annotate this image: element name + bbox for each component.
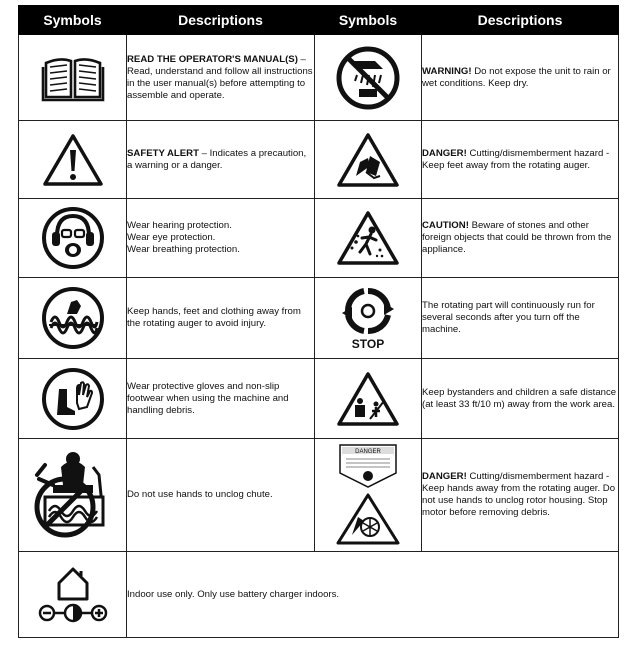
description-text: Keep hands, feet and clothing away from the rotating auger to avoid injury. — [127, 306, 301, 329]
description-text: – Indicates a precaution, a warning or a danger. — [127, 147, 307, 171]
stop-label: STOP — [351, 337, 385, 351]
description-cell — [422, 439, 619, 552]
table-row — [19, 359, 619, 439]
keep-bystanders-away-icon — [336, 371, 400, 427]
description-cell — [127, 278, 315, 359]
danger-label-icon — [332, 443, 404, 547]
rotating-auger-icon — [41, 286, 105, 350]
description-heading: READ THE OPERATOR'S MANUAL(S) — [127, 53, 298, 65]
description-cell — [127, 552, 619, 638]
symbols-table — [18, 5, 619, 638]
description-cell — [127, 35, 315, 121]
safety-alert-icon — [42, 133, 104, 187]
symbol-cell — [315, 121, 422, 199]
table-row — [19, 278, 619, 359]
description-line: Wear breathing protection. — [127, 244, 240, 255]
gloves-boots-icon — [41, 367, 105, 431]
description-text: Keep bystanders and children a safe distance (at least 33 ft/10 m) away from the work area. — [422, 386, 617, 410]
description-text: – Read, understand and follow all instructions in the user manual(s) before attempting to assemble and operate. — [127, 53, 313, 101]
header-symbols-2: Symbols — [315, 6, 422, 35]
description-text: Do not expose the unit to rain or wet conditions. Keep dry. — [422, 65, 611, 89]
danger-label-title: DANGER — [355, 449, 381, 455]
description-text: Cutting/dismemberment hazard - Keep feet away from the rotating auger. — [422, 147, 610, 171]
symbol-cell — [315, 199, 422, 278]
symbol-cell — [315, 35, 422, 121]
symbol-cell — [315, 359, 422, 439]
description-cell — [422, 359, 619, 439]
description-cell — [422, 35, 619, 121]
description-text: Do not use hands to unclog chute. — [127, 489, 273, 500]
stop-rotation-icon — [338, 285, 398, 351]
description-cell — [422, 199, 619, 278]
no-hands-in-chute-icon — [23, 445, 123, 545]
table-row — [19, 552, 619, 638]
symbol-cell — [19, 439, 127, 552]
table-row — [19, 35, 619, 121]
description-cell — [127, 121, 315, 199]
symbol-cell — [19, 121, 127, 199]
ppe-hearing-eye-breathing-icon — [41, 206, 105, 270]
description-heading: CAUTION! — [422, 220, 469, 231]
description-text: Beware of stones and other foreign objects that could be thrown from the appliance. — [422, 220, 612, 255]
description-text: The rotating part will continuously run for several seconds after you turn off the machine. — [422, 300, 595, 335]
symbol-cell — [19, 35, 127, 121]
symbol-cell — [315, 439, 422, 552]
symbol-cell — [19, 278, 127, 359]
header-descriptions-2: Descriptions — [422, 6, 619, 35]
description-cell — [127, 199, 315, 278]
description-cell — [422, 278, 619, 359]
header-descriptions-1: Descriptions — [127, 6, 315, 35]
table-row — [19, 439, 619, 552]
description-heading: DANGER! — [422, 471, 467, 482]
table-row — [19, 199, 619, 278]
header-symbols-1: Symbols — [19, 6, 127, 35]
description-heading: SAFETY ALERT — [127, 147, 199, 159]
operators-manual-icon — [40, 53, 106, 103]
description-line: Wear eye protection. — [127, 232, 216, 243]
description-heading: WARNING! — [422, 65, 472, 77]
symbol-cell — [19, 199, 127, 278]
description-line: Wear hearing protection. — [127, 220, 232, 231]
description-heading: DANGER! — [422, 147, 467, 159]
description-text: Cutting/dismemberment hazard - Keep hands away from the rotating auger. Do not use hands to unclog rotor housing. Stop motor before removing debris. — [422, 471, 616, 518]
description-text: Wear protective gloves and non-slip footwear when using the machine and handling debris. — [127, 380, 289, 416]
table-row — [19, 121, 619, 199]
thrown-objects-icon — [336, 210, 400, 266]
description-cell — [127, 359, 315, 439]
symbol-cell — [315, 278, 422, 359]
description-cell — [422, 121, 619, 199]
feet-auger-hazard-icon — [336, 132, 400, 188]
symbol-cell — [19, 552, 127, 638]
no-rain-icon — [335, 45, 401, 111]
indoor-battery-charger-icon — [33, 563, 113, 627]
header-row — [19, 6, 619, 35]
description-cell — [127, 439, 315, 552]
symbol-cell — [19, 359, 127, 439]
description-text: Indoor use only. Only use battery charger indoors. — [127, 588, 340, 600]
